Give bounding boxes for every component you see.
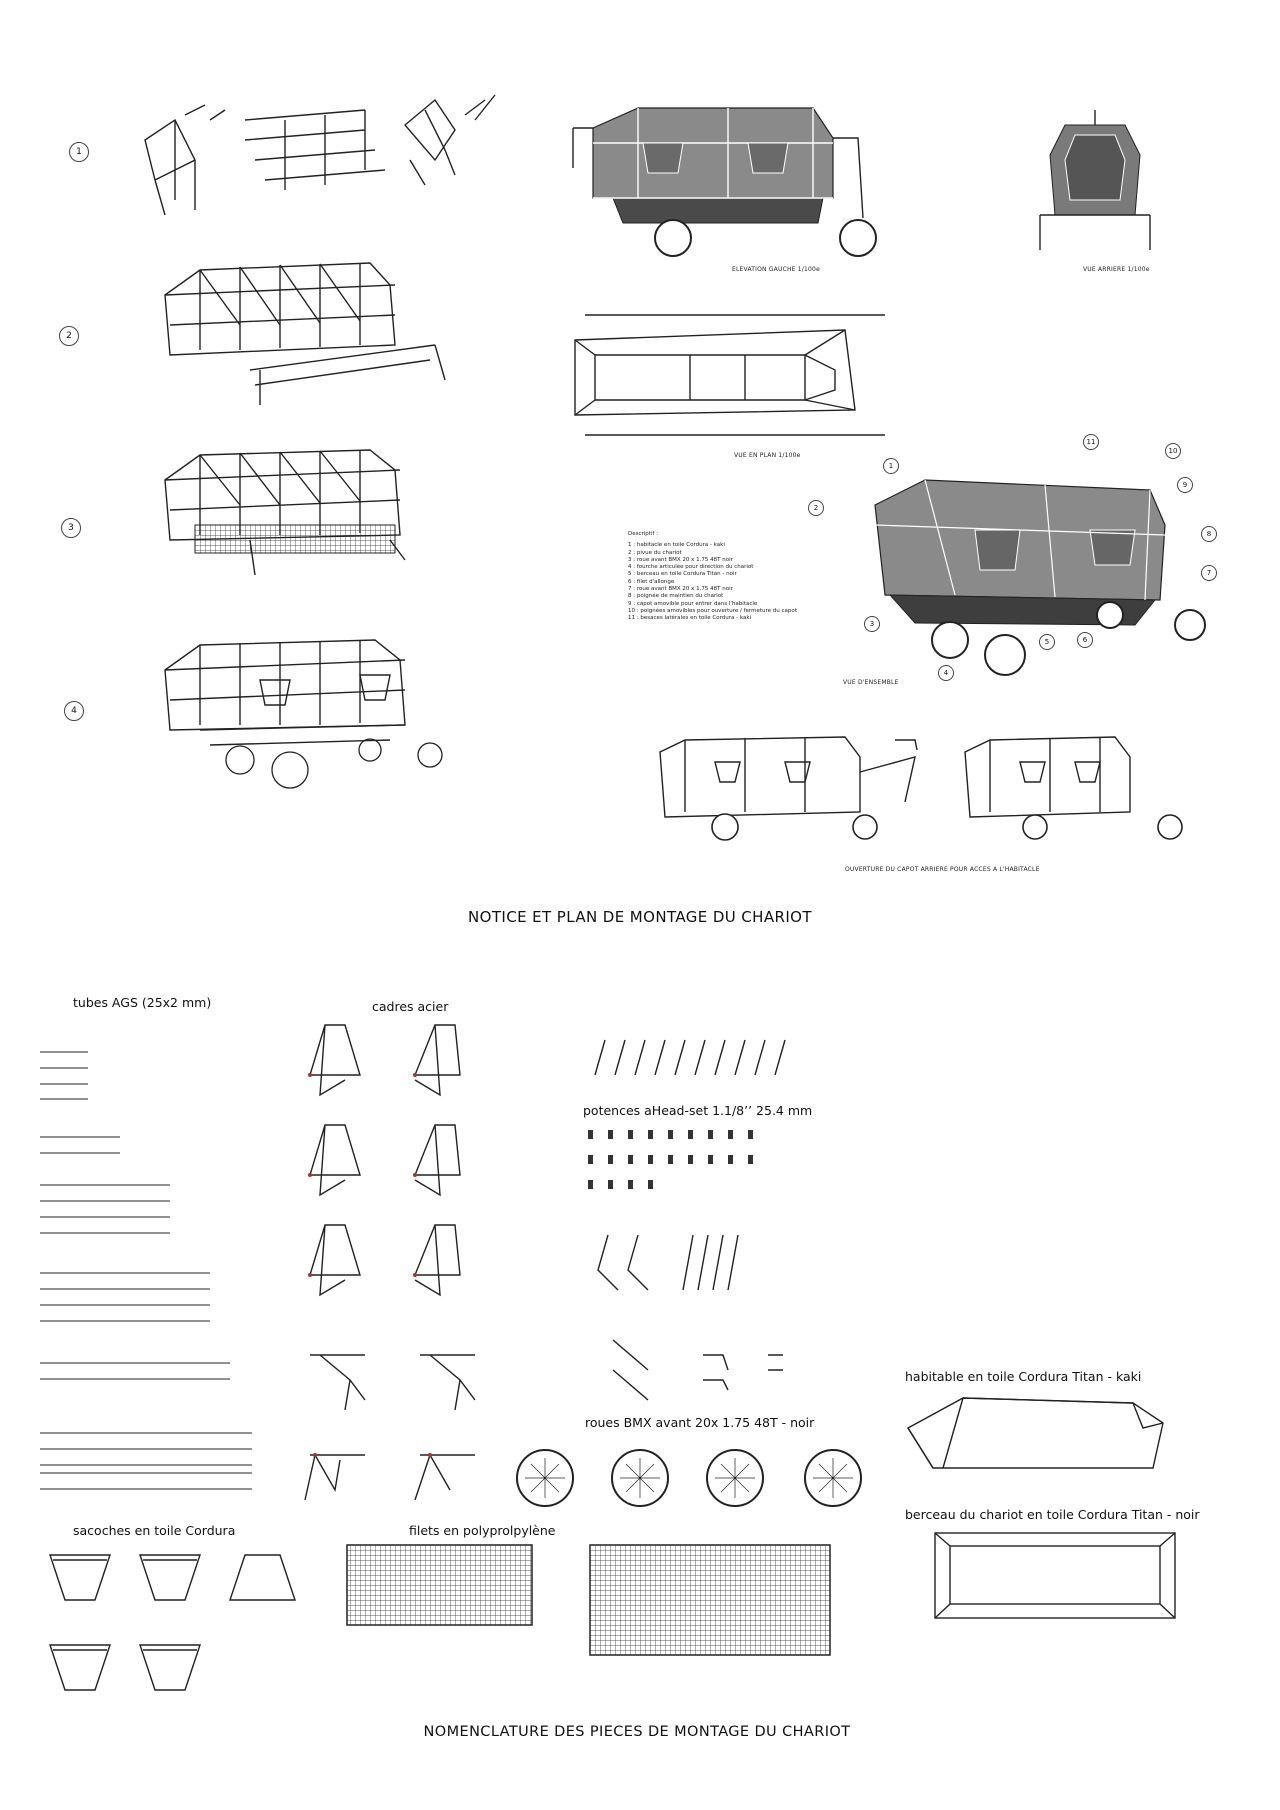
wheels-label: roues BMX avant 20x 1.75 48T - noir — [585, 1415, 815, 1430]
cradle-canvas-drawing — [930, 1528, 1180, 1623]
legend-item: 7 : roue avant BMX 20 x 1.75 48T noir — [628, 586, 733, 593]
legend-item: 11 : besaces latérales en toile Cordura - kaki — [628, 615, 752, 622]
cradle-label: berceau du chariot en toile Cordura Titan - noir — [905, 1507, 1200, 1522]
steel-frames-drawing — [305, 1020, 505, 1500]
legend-item: 1 : habitacle en toile Cordura - kaki — [628, 542, 725, 549]
nets-drawing — [345, 1540, 845, 1660]
callout-10: 10 — [1165, 443, 1181, 459]
cabin-label: habitable en toile Cordura Titan - kaki — [905, 1369, 1142, 1384]
stem-bolts-drawing — [586, 1130, 786, 1210]
overall-view-label: VUE D'ENSEMBLE — [843, 679, 899, 686]
legend-block — [628, 531, 797, 623]
callout-2: 2 — [808, 500, 824, 516]
callout-6: 6 — [1077, 632, 1093, 648]
top-sheet-title: NOTICE ET PLAN DE MONTAGE DU CHARIOT — [468, 908, 812, 926]
forks-drawing — [583, 1230, 783, 1440]
left-elevation-drawing — [568, 98, 888, 258]
legend-item: 8 : poignée de maintien du chariot — [628, 593, 724, 600]
bottom-sheet-title: NOMENCLATURE DES PIECES DE MONTAGE DU CHARIOT — [423, 1724, 851, 1740]
step-3-drawing — [160, 445, 460, 585]
callout-7: 7 — [1201, 565, 1217, 581]
nets-label: filets en polyprolpylène — [409, 1523, 556, 1538]
callout-8: 8 — [1201, 526, 1217, 542]
frames-label: cadres acier — [372, 999, 449, 1014]
rear-view-drawing — [1035, 105, 1175, 255]
legend-item: 4 : fourche articulée pour direction du chariot — [628, 564, 754, 571]
callout-3: 3 — [864, 616, 880, 632]
step-4-marker: 4 — [64, 701, 84, 721]
legend-item: 3 : roue avant BMX 20 x 1.75 48T noir — [628, 556, 733, 563]
tubes-drawing — [40, 1045, 260, 1465]
legend-title: Descriptif : — [628, 531, 659, 537]
legend-item: 10 : poignées amovibles pour ouverture / fermeture du capot — [628, 607, 797, 614]
step-2-marker: 2 — [59, 326, 79, 346]
rear-hood-opening-label: OUVERTURE DU CAPOT ARRIERE POUR ACCES A L'HABITACLE — [845, 866, 1040, 873]
legend-item: 2 : pivue du chariot — [628, 549, 682, 556]
callout-11: 11 — [1083, 434, 1099, 450]
callout-9: 9 — [1177, 477, 1193, 493]
callout-5: 5 — [1039, 634, 1055, 650]
callout-4: 4 — [938, 665, 954, 681]
step-4-drawing — [160, 635, 460, 785]
legend-item: 9 : capot amovible pour entrer dans l'habitacle — [628, 600, 758, 607]
legend-item: 6 : filet d'allonge — [628, 578, 675, 585]
bags-drawing — [45, 1545, 305, 1705]
callout-1: 1 — [883, 458, 899, 474]
step-1-marker: 1 — [69, 142, 89, 162]
overall-view-drawing — [845, 465, 1185, 675]
tubes-label: tubes AGS (25x2 mm) — [73, 995, 212, 1010]
cabin-canvas-drawing — [903, 1393, 1173, 1473]
step-2-drawing — [160, 255, 460, 405]
rear-view-label: VUE ARRIERE 1/100e — [1083, 266, 1150, 273]
stems-label: potences aHead-set 1.1/8’’ 25.4 mm — [583, 1103, 813, 1118]
wheels-drawing — [515, 1443, 875, 1513]
tubes-drawing-long — [40, 1473, 260, 1513]
bags-label: sacoches en toile Cordura — [73, 1523, 236, 1538]
left-elevation-label: ELEVATION GAUCHE 1/100e — [732, 266, 820, 273]
plan-view-drawing — [565, 310, 885, 440]
step-1-drawing — [135, 90, 515, 220]
step-3-marker: 3 — [61, 518, 81, 538]
plan-view-label: VUE EN PLAN 1/100e — [734, 452, 801, 459]
rear-hood-opening-drawing — [655, 732, 1175, 842]
legend-item: 5 : berceau en toile Cordura Titan - noir — [628, 571, 737, 578]
stems-drawing — [590, 1035, 790, 1085]
